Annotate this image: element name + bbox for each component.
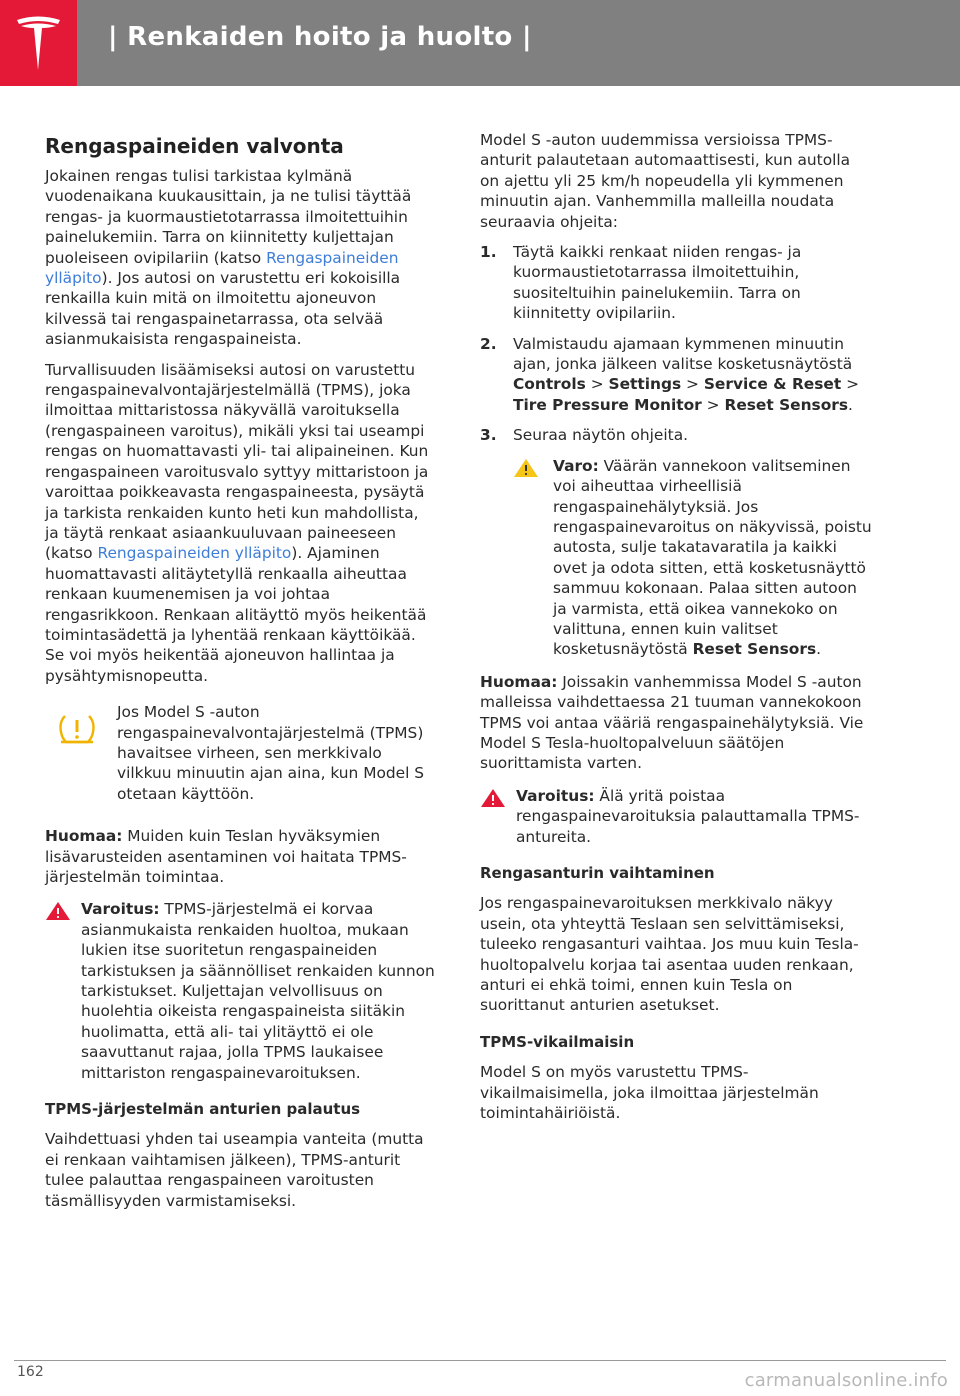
warning-triangle-icon (45, 901, 71, 921)
page-number: 162 (17, 1364, 44, 1380)
paragraph-monthly-check: Jokainen rengas tulisi tarkistaa kylmänä vuodenaikana kuukausittain, ja ne tulisi täyttää rengas- ja kuormaustietotarrassa ilmoitettuihin painelukemiin. Tarra on kiinnitetty kuljettajan puoleiseen ovipilariin (katso Rengaspaineiden ylläpito). Jos autosi on varustettu eri kokoisilla renkailla kuin mitä on ilmoitettu ajoneuvon kilvessä tai rengaspainetarrassa, ota selvää asianmukaisista rengaspaineista. (45, 167, 412, 349)
link-tire-pressure-maintenance[interactable]: Rengaspaineiden ylläpito (45, 248, 399, 288)
left-column (45, 130, 437, 1221)
warning-callout: Varoitus: TPMS-järjestelmä ei korvaa asianmukaista renkaiden huoltoa, mukaan lukien itse suoritetun rengaspaineiden tarkistuksen ja säännölliset renkaiden kunnon tarkistukset. Kuljettajan velvollisuus on huolehtia oikeista rengaspaineista siitäkin huolimatta, että ali- tai ylitäyttö ei ole saavuttanut rajaa, jolla TPMS laukaisee mittariston rengaspainevaroituksen. (45, 899, 437, 1083)
tpms-indicator-note: Jos Model S -auton rengaspainevalvontajärjestelmä (TPMS) havaitsee virheen, sen merkkivalo vilkkuu minuutin ajan aina, kun Model S otetaan käyttöön. (45, 702, 437, 804)
logo-box (0, 0, 77, 86)
tpms-warning-icon (57, 712, 97, 748)
paragraph-tpms-reset: Vaihdettuasi yhden tai useampia vanteita (mutta ei renkaan vaihtamisen jälkeen), TPMS-anturit tulee palauttaa rengaspaineen varoitusten täsmällisyyden varmistamiseksi. (45, 1130, 424, 1210)
note-accessories: Huomaa: Muiden kuin Teslan hyväksymien lisävarusteiden asentaminen voi haitata TPMS-järjestelmän toimintaa. (45, 827, 407, 886)
list-item: 2. Valmistaudu ajamaan kymmenen minuutin ajan, jonka jälkeen valitse kosketusnäytöstä Controls > Settings > Service & Reset > Tire Pressure Monitor > Reset Sensors. (480, 334, 859, 414)
steps-list (480, 242, 872, 446)
subheading-sensor-replace: Rengasanturin vaihtaminen (480, 864, 715, 882)
watermark: carmanualsonline.info (744, 1370, 948, 1391)
section-heading: Rengaspaineiden valvonta (45, 134, 344, 158)
page-title: | Renkaiden hoito ja huolto | (108, 22, 532, 52)
paragraph-sensor-replace: Jos rengaspainevaroituksen merkkivalo näkyy usein, ota yhteyttä Teslaan sen selvittämiseksi, tuleeko rengasanturi vaihtaa. Jos muu kuin Tesla-huoltopalvelu korjaa tai asentaa uuden renkaan, anturi ei ehkä toimi, ennen kuin Tesla on suorittanut anturien asetukset. (480, 894, 859, 1015)
caution-triangle-icon (513, 458, 539, 478)
footer-divider (14, 1360, 946, 1361)
tesla-logo-icon (15, 14, 62, 70)
list-item: 3. Seuraa näytön ohjeita. (480, 426, 689, 445)
paragraph-tpms-intro: Turvallisuuden lisäämiseksi autosi on varustettu rengaspainevalvontajärjestelmällä (TPMS), joka ilmoittaa mittaristossa näkyvällä varoituksella (rengaspaineen varoitus), mikäli yksi tai useampi rengas on huomattavasti yli- tai alipaineinen. Kun rengaspaineen varoitusvalo syttyy mittaristoon ja varoittaa poikkeavasta rengaspaineesta, pysäytä ja tarkista renkaiden kunto heti kun mahdollista, ja täytä renkaat asiaankuuluvaan paineeseen (katso Rengaspaineiden ylläpito). Ajaminen huomattavasti alitäytetyllä renkaalla aiheuttaa renkaan kuumenemisen ja voi johtaa rengasrikkoon. Renkaan alitäyttö myös heikentää toimintasädettä ja lyhentää renkaan käyttöikää. Se voi myös heikentää ajoneuvon hallintaa ja pysähtymisnopeutta. (45, 360, 429, 685)
caution-callout: Varo: Väärän vannekoon valitseminen voi aiheuttaa virheellisiä rengaspainehälytyksiä. Jos rengaspainevaroitus on näkyvissä, poistu autosta, sulje takatavaratila ja kaikki ovet ja odota sitten, että kosketusnäyttö sammuu kokonaan. Palaa sitten autoon ja varmista, että oikea vannekoko on valittuna, ennen kuin valitset kosketusnäytöstä Reset Sensors. (513, 456, 872, 660)
link-tire-pressure-maintenance-2[interactable]: Rengaspaineiden ylläpito (97, 544, 292, 563)
header-bar (0, 0, 960, 86)
paragraph-fault-indicator: Model S on myös varustettu TPMS-vikailmaisimella, joka ilmoittaa järjestelmän toimintahäiriöistä. (480, 1063, 819, 1123)
right-column (480, 130, 872, 1133)
paragraph-auto-reset: Model S -auton uudemmissa versioissa TPMS-anturit palautetaan automaattisesti, kun autolla on ajettu yli 25 km/h nopeudella yli kymmenen minuutin ajan. Vanhemmilla malleilla noudata seuraavia ohjeita: (480, 131, 851, 231)
subheading-fault-indicator: TPMS-vikailmaisin (480, 1032, 635, 1051)
warning-triangle-icon (480, 788, 506, 808)
subheading-tpms-reset: TPMS-järjestelmän anturien palautus (45, 1100, 361, 1119)
note-21-inch: Huomaa: Joissakin vanhemmissa Model S -auton malleissa vaihdettaessa 21 tuuman vannekokoon TPMS voi antaa vääriä rengaspainehälytyksiä. Vie Model S Tesla-huoltopalveluun säätöjen suorittamista varten. (480, 672, 864, 773)
list-item: 1. Täytä kaikki renkaat niiden rengas- ja kuormaustietotarrassa ilmoitettuihin, suositeltuihin painelukemiin. Tarra on kiinnitetty ovipilariin. (480, 243, 802, 323)
warning-callout-2: Varoitus: Älä yritä poistaa rengaspainevaroituksia palauttamalla TPMS-antureita. (480, 786, 872, 847)
